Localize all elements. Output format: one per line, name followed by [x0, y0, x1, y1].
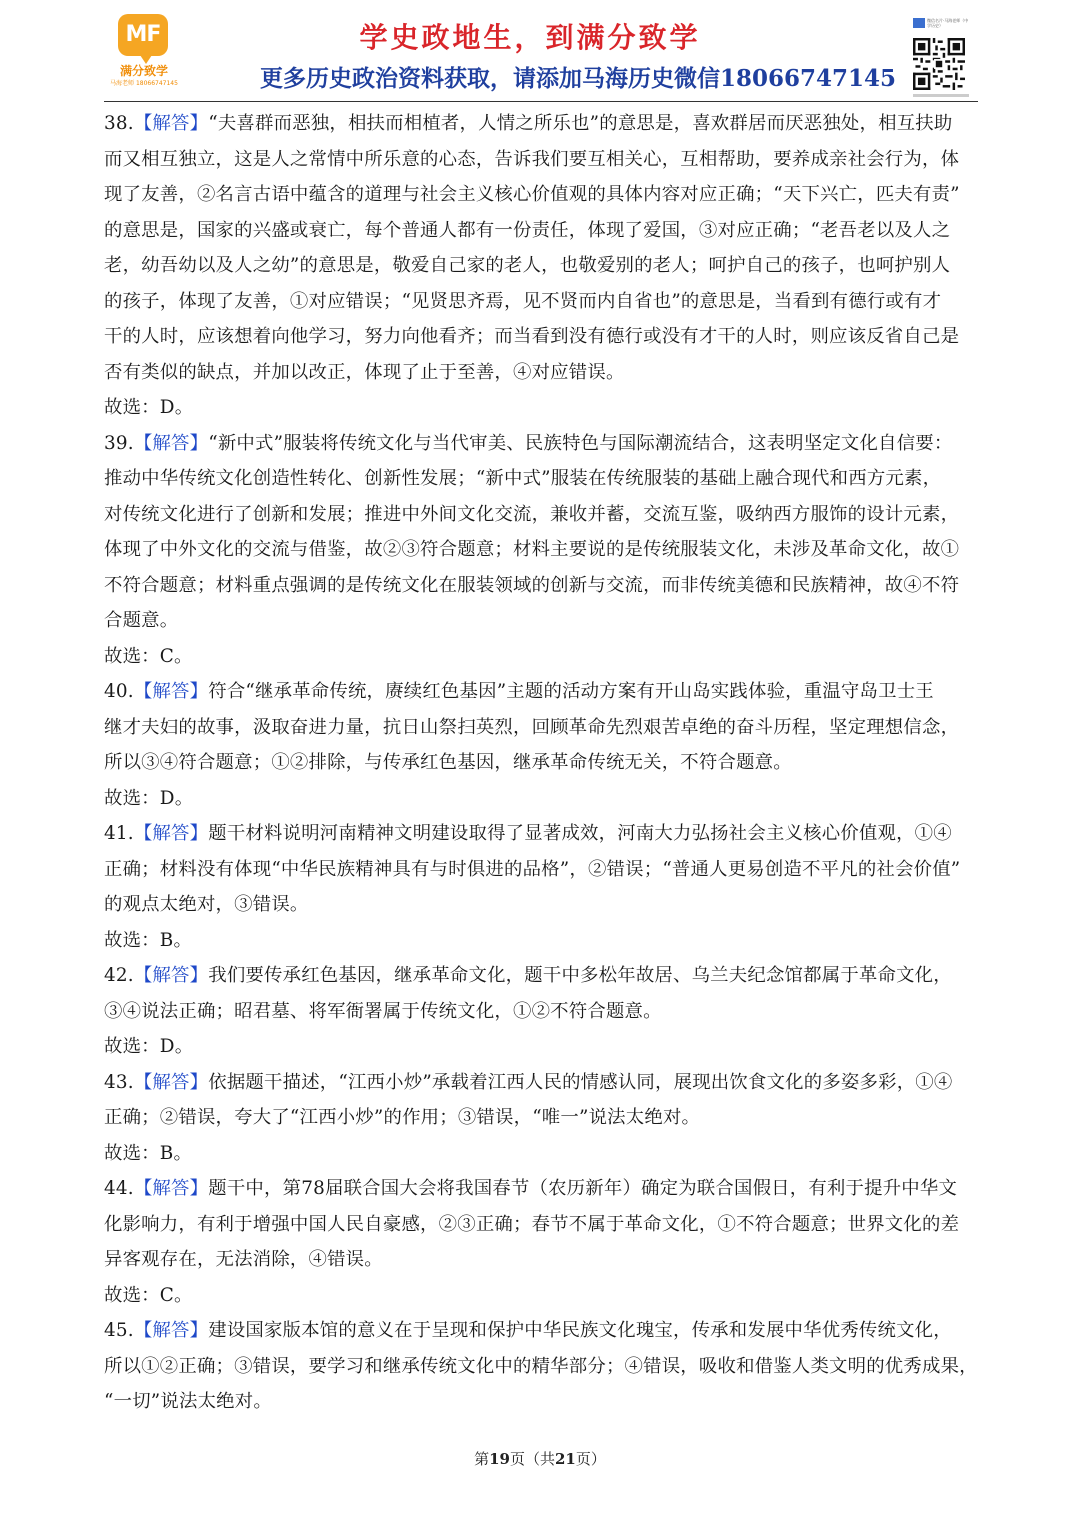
page-footer — [0, 1448, 1080, 1469]
card-avatar-icon — [913, 18, 925, 28]
answer-tag: 【解答】 — [133, 432, 209, 454]
answer-text: 所以③④符合题意；①②排除，与传承红色基因，继承革命传统无关，不符合题意。 — [104, 752, 792, 773]
answer-line — [104, 603, 980, 639]
answer-line — [104, 1171, 980, 1207]
answer-tag: 【解答】 — [133, 1320, 209, 1341]
answer-line — [104, 923, 980, 959]
footer-mid: 页（共 — [509, 1450, 555, 1468]
answer-block — [104, 1065, 980, 1172]
answer-text: ③④说法正确；昭君墓、将军衙署属于传统文化，①②不符合题意。 — [104, 1000, 662, 1022]
answer-line — [104, 887, 980, 923]
answer-text: 老，幼吾幼以及人之幼”的意思是，敬爱自己家的老人，也敬爱别的老人；呵护自己的孩子，也呵护别人 — [104, 255, 951, 276]
answer-tag: 【解答】 — [133, 1071, 209, 1093]
answer-text: 的孩子，体现了友善，①对应错误；“见贤思齐焉，见不贤而内自省也”的意思是，当看到有德行或有才 — [104, 290, 942, 312]
answer-tag: 【解答】 — [133, 113, 209, 134]
answer-line — [104, 532, 980, 568]
answer-line — [104, 674, 980, 710]
answer-block — [104, 106, 980, 426]
answer-text: 继才夫妇的故事，汲取奋进力量，抗日山祭扫英烈，回顾革命先烈艰苦卓绝的奋斗历程，坚定理想信念， — [104, 716, 960, 738]
header-slogan: 学史政地生，到满分致学 — [359, 21, 701, 54]
answer-text: 故选：C。 — [104, 645, 193, 667]
brand-logo — [110, 14, 178, 87]
answer-line — [104, 248, 980, 284]
answer-line — [104, 1029, 980, 1065]
answer-line — [104, 1349, 980, 1385]
answer-text: 所以①②正确；③错误，要学习和继承传统文化中的精华部分；④错误，吸收和借鉴人类文明的优秀成果， — [104, 1355, 978, 1377]
answer-text: “新中式”服装将传统文化与当代审美、民族特色与国际潮流结合，这表明坚定文化自信要： — [208, 432, 953, 454]
answer-text: 合题意。 — [104, 610, 179, 631]
question-number: 38. — [104, 113, 134, 134]
answer-line — [104, 319, 980, 355]
answer-text: 题干中，第78届联合国大会将我国春节（农历新年）确定为联合国假日，有利于提升中华文 — [208, 1178, 958, 1199]
answer-line — [104, 106, 980, 142]
answer-list — [104, 106, 980, 1420]
qr-caption: 微信名片·马海老师（中学历史） — [927, 18, 969, 28]
answer-block — [104, 1313, 980, 1420]
header-contact: 更多历史政治资料获取，请添加马海历史微信18066747145 — [260, 65, 897, 92]
question-number: 42. — [104, 965, 134, 986]
answer-line — [104, 1065, 980, 1101]
answer-tag: 【解答】 — [133, 681, 209, 702]
answer-text: 对传统文化进行了创新和发展；推进中外间文化交流，兼收并蓄，交流互鉴，吸纳西方服饰的设计元素， — [104, 503, 960, 525]
answer-text: 依据题干描述，“江西小炒”承载着江西人民的情感认同，展现出饮食文化的多姿多彩，①④ — [208, 1071, 953, 1093]
answer-line — [104, 994, 980, 1030]
answer-text: 化影响力，有利于增强中国人民自豪感，②③正确；春节不属于革命文化，①不符合题意；世界文化的差 — [104, 1213, 960, 1235]
footer-suffix: 页） — [575, 1450, 606, 1468]
logo-name: 满分致学 — [119, 64, 168, 78]
answer-text: 干的人时，应该想着向他学习，努力向他看齐；而当看到没有德行或没有才干的人时，则应该反省自己是 — [104, 326, 960, 347]
question-number: 45. — [104, 1320, 134, 1341]
answer-line — [104, 958, 980, 994]
page-header — [0, 0, 1080, 104]
answer-text: 正确；②错误，夸大了“江西小炒”的作用；③错误，“唯一”说法太绝对。 — [104, 1107, 701, 1128]
answer-line — [104, 213, 980, 249]
question-number: 44. — [104, 1178, 134, 1199]
header-divider — [104, 101, 978, 102]
answer-text: 故选：D。 — [104, 397, 194, 418]
answer-line — [104, 177, 980, 213]
answer-tag: 【解答】 — [133, 1178, 209, 1199]
answer-line — [104, 1207, 980, 1243]
answer-text: 的观点太绝对，③错误。 — [104, 894, 309, 915]
answer-text: 正确；材料没有体现“中华民族精神具有与时俱进的品格”，②错误；“普通人更易创造不平凡的社会价值” — [104, 858, 961, 880]
answer-line — [104, 639, 980, 675]
answer-line — [104, 390, 980, 426]
answer-line — [104, 568, 980, 604]
answer-line — [104, 816, 980, 852]
answer-text: 推动中华传统文化创造性转化、创新性发展；“新中式”服装在传统服装的基础上融合现代和西方元素， — [104, 468, 942, 489]
answer-text: 故选：C。 — [104, 1284, 193, 1306]
question-number: 43. — [104, 1071, 134, 1093]
answer-text: 符合“继承革命传统，赓续红色基因”主题的活动方案有开山岛实践体验，重温守岛卫士王 — [208, 681, 934, 702]
footer-page-number: 19 — [489, 1450, 510, 1468]
answer-text: 体现了中外文化的交流与借鉴，故②③符合题意；材料主要说的是传统服装文化，未涉及革命文化，故① — [104, 539, 960, 560]
logo-subtitle: 马海老师 18066747145 — [110, 80, 178, 87]
answer-text: 否有类似的缺点，并加以改正，体现了止于至善，④对应错误。 — [104, 361, 625, 383]
answer-line — [104, 461, 980, 497]
answer-line — [104, 1384, 980, 1420]
answer-text: 故选：D。 — [104, 1036, 194, 1057]
question-number: 40. — [104, 681, 134, 702]
answer-line — [104, 1242, 980, 1278]
answer-line — [104, 745, 980, 781]
answer-text: 现了友善，②名言古语中蕴含的道理与社会主义核心价值观的具体内容对应正确；“天下兴亡，匹夫有责” — [104, 184, 960, 205]
answer-line — [104, 497, 980, 533]
qr-footer-bar — [913, 94, 969, 97]
answer-text: 而又相互独立，这是人之常情中所乐意的心态，告诉我们要互相关心，互相帮助，要养成亲社会行为，体 — [104, 148, 960, 170]
answer-line — [104, 1136, 980, 1172]
answer-line — [104, 852, 980, 888]
logo-badge: MF — [118, 14, 168, 56]
wechat-qr-card[interactable] — [913, 18, 969, 100]
answer-text: 故选：D。 — [104, 787, 194, 809]
answer-line — [104, 142, 980, 178]
answer-text: 我们要传承红色基因，继承革命文化，题干中多松年故居、乌兰夫纪念馆都属于革命文化， — [208, 965, 952, 986]
answer-text: 题干材料说明河南精神文明建设取得了显著成效，河南大力弘扬社会主义核心价值观，①④ — [208, 823, 952, 844]
answer-text: 异客观存在，无法消除，④错误。 — [104, 1249, 383, 1270]
answer-text: 故选：B。 — [104, 929, 193, 951]
answer-tag: 【解答】 — [133, 965, 209, 986]
answer-tag: 【解答】 — [133, 823, 209, 844]
answer-line — [104, 426, 980, 462]
question-number: 39. — [104, 432, 134, 454]
answer-block — [104, 958, 980, 1065]
answer-line — [104, 1313, 980, 1349]
answer-block — [104, 426, 980, 675]
question-number: 41. — [104, 823, 134, 844]
footer-prefix: 第 — [474, 1450, 490, 1468]
answer-line — [104, 710, 980, 746]
qr-code-icon — [913, 38, 965, 90]
answer-text: “一切”说法太绝对。 — [104, 1391, 272, 1412]
footer-total-pages: 21 — [555, 1450, 576, 1468]
answer-line — [104, 355, 980, 391]
answer-text: 建设国家版本馆的意义在于呈现和保护中华民族文化瑰宝，传承和发展中华优秀传统文化， — [208, 1320, 952, 1341]
answer-line — [104, 284, 980, 320]
answer-text: 不符合题意；材料重点强调的是传统文化在服装领域的创新与交流，而非传统美德和民族精神，故④不符 — [104, 574, 960, 596]
answer-line — [104, 781, 980, 817]
answer-block — [104, 816, 980, 958]
answer-line — [104, 1100, 980, 1136]
answer-block — [104, 674, 980, 816]
answer-text: “夫喜群而恶独，相扶而相植者，人情之所乐也”的意思是，喜欢群居而厌恶独处，相互扶助 — [208, 113, 953, 134]
answer-line — [104, 1278, 980, 1314]
answer-text: 故选：B。 — [104, 1142, 193, 1164]
answer-text: 的意思是，国家的兴盛或衰亡，每个普通人都有一份责任，体现了爱国，③对应正确；“老吾老以及人之 — [104, 219, 951, 241]
answer-block — [104, 1171, 980, 1313]
